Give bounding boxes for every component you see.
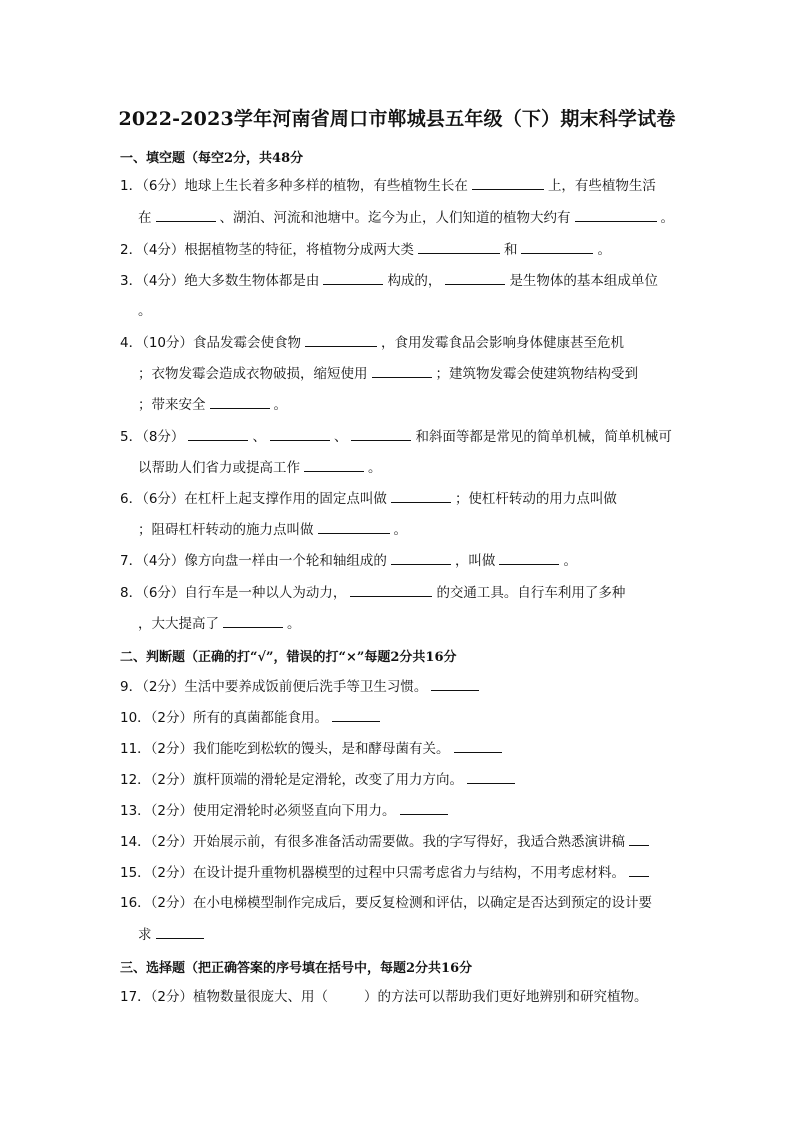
answer-blank[interactable] <box>223 614 283 628</box>
answer-blank[interactable] <box>472 176 544 190</box>
answer-blank[interactable] <box>418 240 500 254</box>
question-2: 2．（4分）根据植物茎的特征，将植物分成两大类 和 。 <box>120 242 611 258</box>
answer-blank[interactable] <box>445 271 505 285</box>
answer-blank[interactable] <box>454 739 502 753</box>
answer-blank[interactable] <box>521 240 593 254</box>
question-8-line-2: ，大大提高了 。 <box>138 616 301 632</box>
answer-blank[interactable] <box>332 708 380 722</box>
answer-blank[interactable] <box>629 832 649 846</box>
question-5-line-1: 5．（8分） 、 、 和斜面等都是常见的简单机械，简单机械可 <box>120 429 672 445</box>
question-12: 12．（2分）旗杆顶端的滑轮是定滑轮，改变了用力方向。 <box>120 770 680 789</box>
answer-blank[interactable] <box>156 925 204 939</box>
answer-blank[interactable] <box>400 801 448 815</box>
question-10: 10．（2分）所有的真菌都能食用。 <box>120 708 680 727</box>
answer-blank[interactable] <box>304 458 364 472</box>
answer-blank[interactable] <box>575 208 657 222</box>
answer-blank[interactable] <box>351 427 411 441</box>
question-7: 7．（4分）像方向盘一样由一个轮和轴组成的 ，叫做 。 <box>120 553 577 569</box>
question-16-line-1: 16．（2分）在小电梯模型制作完成后，要反复检测和评估，以确定是否达到预定的设计要 <box>120 895 653 911</box>
question-17: 17．（2分）植物数量很庞大、用（ ）的方法可以帮助我们更好地辨别和研究植物。 <box>120 989 648 1005</box>
question-3-line-2: 。 <box>138 303 152 319</box>
question-5-line-2: 以帮助人们省力或提高工作 。 <box>138 460 382 476</box>
answer-blank[interactable] <box>323 271 383 285</box>
answer-blank[interactable] <box>629 863 649 877</box>
answer-blank[interactable] <box>499 551 559 565</box>
section-heading-multiple-choice: 三、选择题（把正确答案的序号填在括号中，每题2分共16分 <box>120 961 473 976</box>
question-11: 11．（2分）我们能吃到松软的馒头，是和酵母菌有关。 <box>120 739 680 758</box>
question-1-line-2: 在 、湖泊、河流和池塘中。迄今为止，人们知道的植物大约有 。 <box>138 210 674 226</box>
question-8-line-1: 8．（6分）自行车是一种以人为动力， 的交通工具。自行车利用了多种 <box>120 585 626 601</box>
question-1-line-1: 1．（6分）地球上生长着多种多样的植物，有些植物生长在 上，有些植物生活 <box>120 178 656 194</box>
section-heading-fill-blank: 一、填空题（每空2分，共48分 <box>120 151 304 166</box>
answer-blank[interactable] <box>391 489 451 503</box>
answer-blank[interactable] <box>156 208 216 222</box>
answer-blank[interactable] <box>431 677 479 691</box>
answer-blank[interactable] <box>391 551 451 565</box>
answer-blank[interactable] <box>372 364 432 378</box>
question-4-line-1: 4．（10分）食品发霉会使食物 ，食用发霉食品会影响身体健康甚至危机 <box>120 335 625 351</box>
answer-blank[interactable] <box>350 583 432 597</box>
question-4-line-3: ；带来安全 。 <box>138 397 287 413</box>
answer-blank[interactable] <box>467 770 515 784</box>
question-14: 14．（2分）开始展示前，有很多准备活动需要做。我的字写得好，我适合熟悉演讲稿 <box>120 832 680 851</box>
question-3-line-1: 3．（4分）绝大多数生物体都是由 构成的， 是生物体的基本组成单位 <box>120 273 658 289</box>
question-15: 15．（2分）在设计提升重物机器模型的过程中只需考虑省力与结构，不用考虑材料。 <box>120 863 680 882</box>
question-16-line-2: 求 <box>138 925 698 944</box>
answer-blank[interactable] <box>210 395 270 409</box>
question-6-line-2: ；阻碍杠杆转动的施力点叫做 。 <box>138 522 407 538</box>
page-title: 2022-2023学年河南省周口市郸城县五年级（下）期末科学试卷 <box>118 108 676 130</box>
question-9: 9．（2分）生活中要养成饭前便后洗手等卫生习惯。 <box>120 677 680 696</box>
question-4-line-2: ；衣物发霉会造成衣物破损，缩短使用 ；建筑物发霉会使建筑物结构受到 <box>138 366 638 382</box>
answer-blank[interactable] <box>188 427 248 441</box>
question-6-line-1: 6．（6分）在杠杆上起支撑作用的固定点叫做 ；使杠杆转动的用力点叫做 <box>120 491 617 507</box>
section-heading-true-false: 二、判断题（正确的打“√”，错误的打“×”每题2分共16分 <box>120 650 457 665</box>
answer-blank[interactable] <box>270 427 330 441</box>
question-13: 13．（2分）使用定滑轮时必须竖直向下用力。 <box>120 801 680 820</box>
answer-blank[interactable] <box>318 520 390 534</box>
answer-blank[interactable] <box>305 333 377 347</box>
